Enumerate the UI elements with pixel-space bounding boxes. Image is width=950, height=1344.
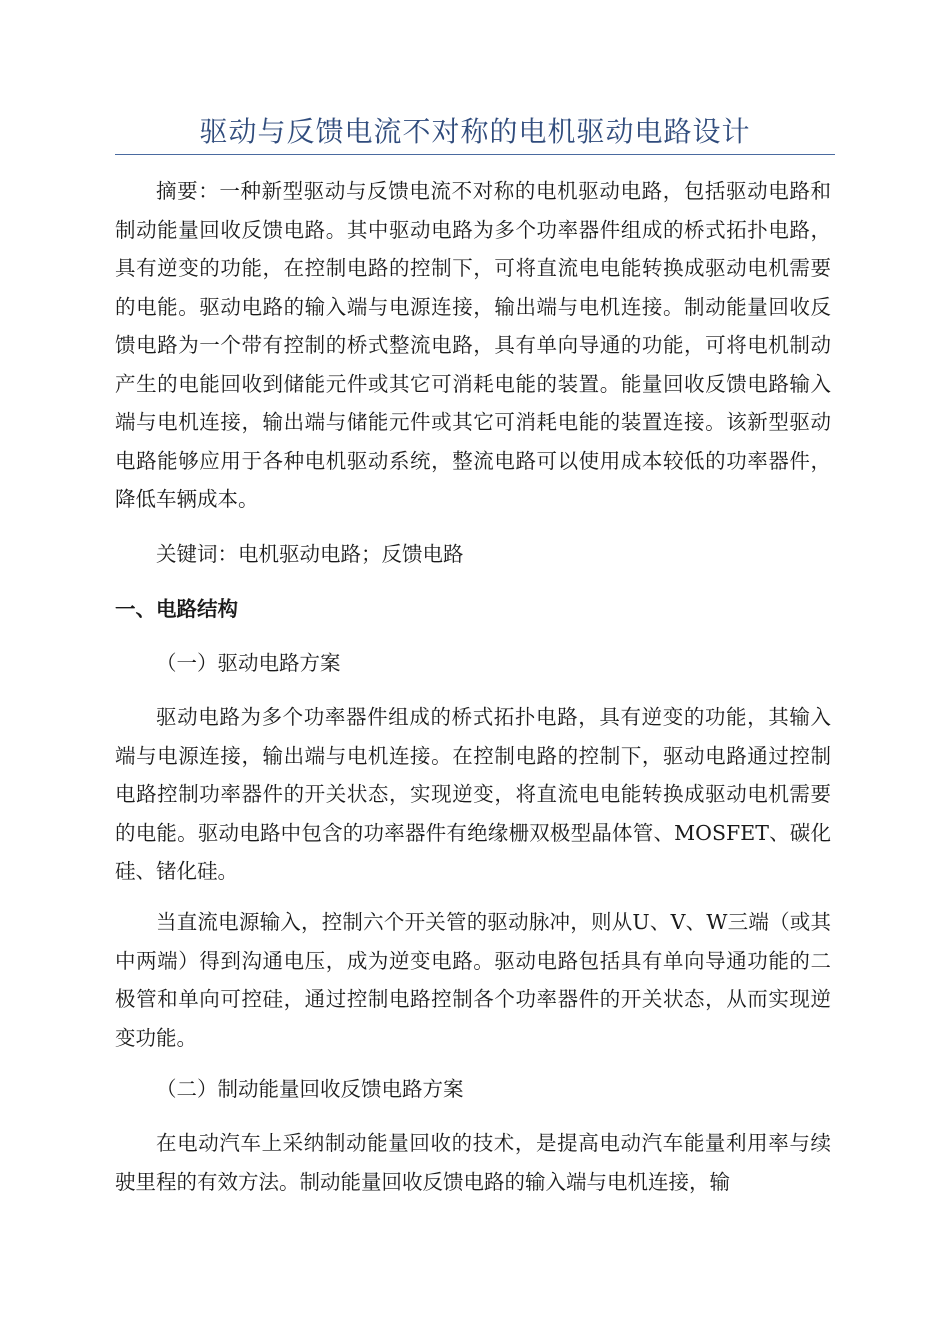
drive-circuit-paragraph-1: 驱动电路为多个功率器件组成的桥式拓扑电路，具有逆变的功能，其输入端与电源连接，输出端与电机连接。在控制电路的控制下，驱动电路通过控制电路控制功率器件的开关状态，实现逆变，将直流电电能转换成驱动电机需要的电能。驱动电路中包含的功率器件有绝缘栅双极型晶体管、MOSFET、碳化硅、锗化硅。	[115, 705, 831, 883]
abstract-paragraph: 摘要：一种新型驱动与反馈电流不对称的电机驱动电路，包括驱动电路和制动能量回收反馈电路。其中驱动电路为多个功率器件组成的桥式拓扑电路，具有逆变的功能，在控制电路的控制下，可将直流电电能转换成驱动电机需要的电能。驱动电路的输入端与电源连接，输出端与电机连接。制动能量回收反馈电路为一个带有控制的桥式整流电路，具有单向导通的功能，可将电机制动产生的电能回收到储能元件或其它可消耗电能的装置。能量回收反馈电路输入端与电机连接，输出端与储能元件或其它可消耗电能的装置连接。该新型驱动电路能够应用于各种电机驱动系统，整流电路可以使用成本较低的功率器件，降低车辆成本。	[115, 179, 831, 511]
braking-feedback-paragraph-1: 在电动汽车上采纳制动能量回收的技术，是提高电动汽车能量利用率与续驶里程的有效方法。制动能量回收反馈电路的输入端与电机连接，输	[115, 1131, 831, 1194]
title-underline	[115, 154, 835, 155]
section-heading-circuit-structure: 一、电路结构	[115, 597, 238, 621]
keywords-line: 关键词：电机驱动电路；反馈电路	[156, 542, 464, 566]
subsection-heading-drive-circuit: （一）驱动电路方案	[156, 651, 341, 675]
drive-circuit-paragraph-2: 当直流电源输入，控制六个开关管的驱动脉冲，则从U、V、W三端（或其中两端）得到沟通电压，成为逆变电路。驱动电路包括具有单向导通功能的二极管和单向可控硅，通过控制电路控制各个功率器件的开关状态，从而实现逆变功能。	[115, 910, 831, 1050]
subsection-heading-braking-feedback: （二）制动能量回收反馈电路方案	[156, 1077, 464, 1101]
document-title: 驱动与反馈电流不对称的电机驱动电路设计	[199, 115, 751, 148]
